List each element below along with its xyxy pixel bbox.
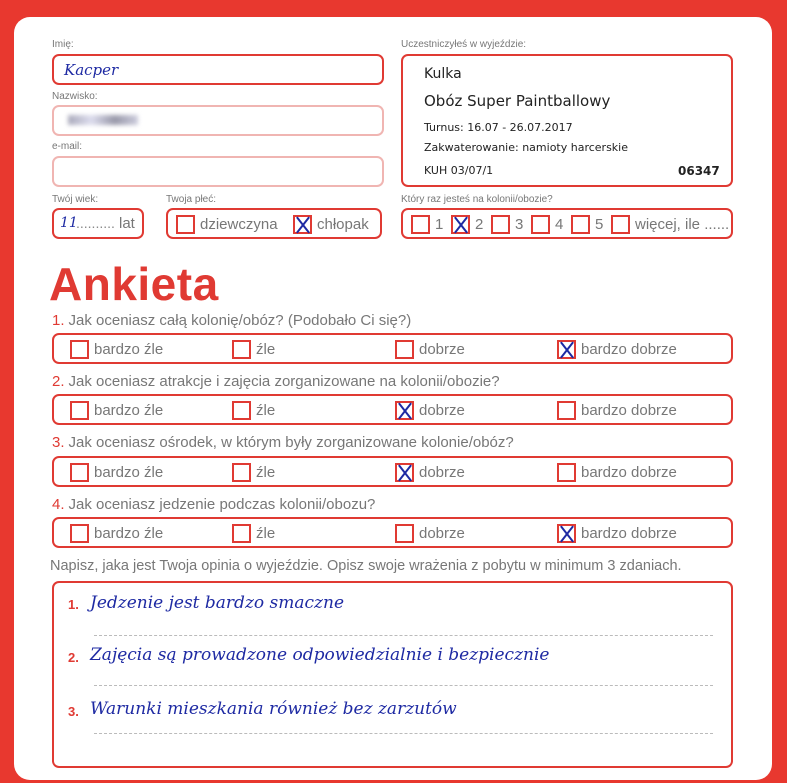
- q4-bad-checkbox[interactable]: [232, 524, 251, 543]
- question-3: 3. Jak oceniasz ośrodek, w którym były zorganizowane kolonie/obóz?: [52, 434, 514, 451]
- times-option-2[interactable]: 2: [451, 215, 483, 234]
- q3-bad-checkbox[interactable]: [232, 463, 251, 482]
- question-4: 4. Jak oceniasz jedzenie podczas kolonii/obozu?: [52, 496, 376, 513]
- camp-brand: Kulka: [424, 66, 462, 82]
- answer-3-number: 3.: [68, 704, 79, 719]
- q4-very-bad-checkbox[interactable]: [70, 524, 89, 543]
- age-dots: ..........: [76, 215, 115, 231]
- answer-3-text: Warunki mieszkania również bez zarzutów: [90, 699, 457, 719]
- age-field[interactable]: [52, 208, 144, 239]
- q3-very-bad-checkbox[interactable]: [70, 463, 89, 482]
- q1-option-good[interactable]: dobrze: [395, 340, 465, 359]
- question-2: 2. Jak oceniasz atrakcje i zajęcia zorganizowane na kolonii/obozie?: [52, 373, 500, 390]
- survey-title: Ankieta: [49, 258, 219, 310]
- times-label: Który raz jesteś na kolonii/obozie?: [401, 194, 553, 205]
- q2-very-bad-checkbox[interactable]: [70, 401, 89, 420]
- answer-2-number: 2.: [68, 650, 79, 665]
- q3-very-good-checkbox[interactable]: [557, 463, 576, 482]
- q2-good-checkbox[interactable]: [395, 401, 414, 420]
- camp-term: Turnus: 16.07 - 26.07.2017: [424, 121, 573, 134]
- q1-good-checkbox[interactable]: [395, 340, 414, 359]
- surname-label: Nazwisko:: [52, 91, 98, 102]
- q1-bad-checkbox[interactable]: [232, 340, 251, 359]
- surname-field[interactable]: [52, 105, 384, 136]
- times-5-checkbox[interactable]: [571, 215, 590, 234]
- gender-girl-checkbox[interactable]: [176, 215, 195, 234]
- camp-name: Obóz Super Paintballowy: [424, 92, 611, 110]
- times-option-more[interactable]: więcej, ile ......: [611, 215, 729, 234]
- q3-option-very-good[interactable]: bardzo dobrze: [557, 463, 677, 482]
- q2-option-very-good[interactable]: bardzo dobrze: [557, 401, 677, 420]
- q2-bad-checkbox[interactable]: [232, 401, 251, 420]
- q4-option-very-bad[interactable]: bardzo źle: [70, 524, 163, 543]
- times-field: [401, 208, 733, 239]
- email-label: e-mail:: [52, 141, 83, 152]
- q1-very-bad-checkbox[interactable]: [70, 340, 89, 359]
- q1-option-very-good[interactable]: bardzo dobrze: [557, 340, 677, 359]
- camp-accommodation: Zakwaterowanie: namioty harcerskie: [424, 141, 628, 154]
- age-unit: lat: [119, 215, 135, 232]
- redacted-surname: [68, 115, 138, 125]
- camp-code: KUH 03/07/1: [424, 164, 494, 177]
- q1-option-bad[interactable]: źle: [232, 340, 275, 359]
- q2-very-good-checkbox[interactable]: [557, 401, 576, 420]
- answer-1-number: 1.: [68, 597, 79, 612]
- q4-option-good[interactable]: dobrze: [395, 524, 465, 543]
- answer-2-text: Zajęcia są prowadzone odpowiedzialnie i bezpiecznie: [90, 645, 550, 665]
- times-more-checkbox[interactable]: [611, 215, 630, 234]
- q3-option-very-bad[interactable]: bardzo źle: [70, 463, 163, 482]
- answer-row-1: [52, 333, 733, 364]
- times-2-checkbox[interactable]: [451, 215, 470, 234]
- answer-line: [94, 685, 713, 686]
- name-value: Kacper: [64, 61, 119, 79]
- opinion-box[interactable]: [52, 581, 733, 768]
- camp-info-box: [401, 54, 733, 187]
- answer-row-3: [52, 456, 733, 487]
- opinion-prompt: Napisz, jaka jest Twoja opinia o wyjeździe. Opisz swoje wrażenia z pobytu w minimum 3 zdaniach.: [50, 558, 682, 574]
- answer-line: [94, 635, 713, 636]
- email-field[interactable]: [52, 156, 384, 187]
- name-label: Imię:: [52, 39, 74, 50]
- q3-good-checkbox[interactable]: [395, 463, 414, 482]
- survey-sheet: [14, 17, 772, 780]
- gender-option-boy[interactable]: chłopak: [293, 215, 369, 234]
- participated-label: Uczestniczyłeś w wyjeździe:: [401, 39, 527, 50]
- age-value: 11: [60, 215, 78, 231]
- times-option-5[interactable]: 5: [571, 215, 603, 234]
- question-1: 1. Jak oceniasz całą kolonię/obóz? (Podobało Ci się?): [52, 312, 412, 329]
- times-option-4[interactable]: 4: [531, 215, 563, 234]
- q3-option-bad[interactable]: źle: [232, 463, 275, 482]
- gender-option-girl[interactable]: dziewczyna: [176, 215, 278, 234]
- answer-line: [94, 733, 713, 734]
- answer-row-2: [52, 394, 733, 425]
- q4-very-good-checkbox[interactable]: [557, 524, 576, 543]
- times-option-3[interactable]: 3: [491, 215, 523, 234]
- q4-option-bad[interactable]: źle: [232, 524, 275, 543]
- q2-option-very-bad[interactable]: bardzo źle: [70, 401, 163, 420]
- age-label: Twój wiek:: [52, 194, 99, 205]
- q2-option-good[interactable]: dobrze: [395, 401, 465, 420]
- camp-number: 06347: [678, 164, 720, 178]
- times-3-checkbox[interactable]: [491, 215, 510, 234]
- q1-option-very-bad[interactable]: bardzo źle: [70, 340, 163, 359]
- times-4-checkbox[interactable]: [531, 215, 550, 234]
- answer-1-text: Jedzenie jest bardzo smaczne: [90, 593, 345, 613]
- q2-option-bad[interactable]: źle: [232, 401, 275, 420]
- gender-field: [166, 208, 382, 239]
- gender-boy-checkbox[interactable]: [293, 215, 312, 234]
- times-1-checkbox[interactable]: [411, 215, 430, 234]
- gender-label: Twoja płeć:: [166, 194, 217, 205]
- times-option-1[interactable]: 1: [411, 215, 443, 234]
- q4-option-very-good[interactable]: bardzo dobrze: [557, 524, 677, 543]
- name-field[interactable]: [52, 54, 384, 85]
- answer-row-4: [52, 517, 733, 548]
- q3-option-good[interactable]: dobrze: [395, 463, 465, 482]
- q4-good-checkbox[interactable]: [395, 524, 414, 543]
- q1-very-good-checkbox[interactable]: [557, 340, 576, 359]
